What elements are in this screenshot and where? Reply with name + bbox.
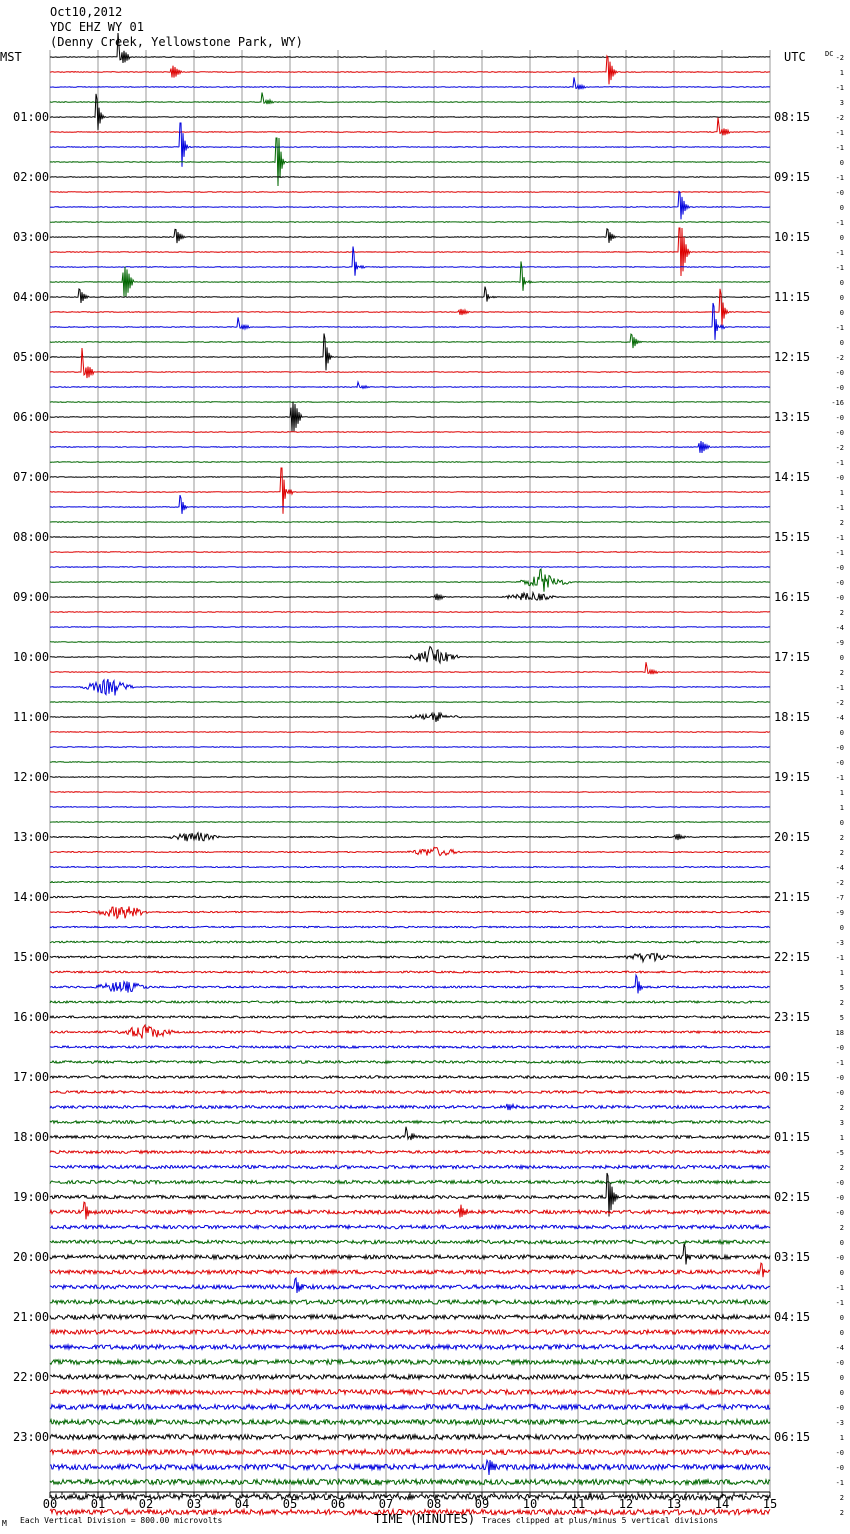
scale-note: Each Vertical Division = 800.00 microvolts [20, 1516, 223, 1525]
x-tick-label: 00 [42, 1497, 58, 1511]
mst-hour-label: 20:00 [13, 1250, 50, 1264]
dc-offset-value: 0 [839, 309, 844, 317]
mst-hour-label: 18:00 [13, 1130, 50, 1144]
mst-hour-label: 16:00 [13, 1010, 50, 1024]
utc-hour-label: 10:15 [774, 230, 811, 244]
dc-offset-value: -1 [835, 144, 844, 152]
dc-offset-value: -0 [835, 474, 844, 482]
dc-offset-value: 0 [839, 729, 844, 737]
dc-offset-value: 0 [839, 1239, 844, 1247]
dc-offset-value: -1 [835, 264, 844, 272]
mst-hour-label: 23:00 [13, 1430, 50, 1444]
dc-offset-value: 2 [839, 609, 844, 617]
dc-offset-value: 2 [839, 834, 844, 842]
utc-hour-label: 21:15 [774, 890, 811, 904]
mst-hour-label: 22:00 [13, 1370, 50, 1384]
dc-offset-value: -3 [835, 939, 844, 947]
dc-offset-value: -0 [835, 1044, 844, 1052]
dc-offset-value: 0 [839, 279, 844, 287]
dc-offset-value: -1 [835, 129, 844, 137]
dc-offset-value: -0 [835, 414, 844, 422]
mst-hour-label: 06:00 [13, 410, 50, 424]
x-tick-label: 08 [426, 1497, 442, 1511]
x-tick-label: 13 [666, 1497, 682, 1511]
right-timezone-label: UTC [784, 50, 806, 64]
dc-offset-value: -5 [835, 1149, 844, 1157]
dc-offset-value: -7 [835, 894, 844, 902]
mst-hour-label: 07:00 [13, 470, 50, 484]
utc-hour-label: 14:15 [774, 470, 811, 484]
dc-offset-value: 3 [839, 1119, 844, 1127]
mst-hour-label: 21:00 [13, 1310, 50, 1324]
dc-offset-value: 0 [839, 1374, 844, 1382]
dc-offset-value: 2 [839, 999, 844, 1007]
dc-offset-value: -0 [835, 429, 844, 437]
dc-offset-value: 3 [839, 99, 844, 107]
dc-offset-value: -0 [835, 1194, 844, 1202]
dc-offset-value: 2 [839, 1494, 844, 1502]
dc-offset-value: -1 [835, 954, 844, 962]
dc-offset-value: 1 [839, 1134, 844, 1142]
dc-offset-value: -2 [835, 879, 844, 887]
seismic-trace [50, 462, 770, 463]
mst-hour-label: 15:00 [13, 950, 50, 964]
dc-offset-value: -0 [835, 594, 844, 602]
dc-offset-value: 5 [839, 984, 844, 992]
dc-offset-value: -1 [835, 324, 844, 332]
dc-offset-value: -1 [835, 684, 844, 692]
x-tick-label: 03 [186, 1497, 202, 1511]
header-date: Oct10,2012 [50, 5, 123, 19]
x-tick-label: 12 [618, 1497, 634, 1511]
dc-offset-value: -1 [835, 534, 844, 542]
dc-offset-header: DC [825, 50, 834, 58]
dc-offset-value: -1 [835, 1059, 844, 1067]
utc-hour-label: 05:15 [774, 1370, 811, 1384]
seismic-trace [50, 402, 770, 403]
dc-offset-value: -9 [835, 909, 844, 917]
dc-offset-value: -1 [835, 549, 844, 557]
dc-offset-value: -1 [835, 249, 844, 257]
x-tick-label: 02 [138, 1497, 154, 1511]
utc-hour-label: 06:15 [774, 1430, 811, 1444]
utc-hour-label: 19:15 [774, 770, 811, 784]
dc-offset-value: 0 [839, 654, 844, 662]
mst-hour-label: 13:00 [13, 830, 50, 844]
seismic-trace [50, 702, 770, 703]
dc-offset-value: -0 [835, 1179, 844, 1187]
dc-offset-value: 0 [839, 159, 844, 167]
mst-hour-label: 04:00 [13, 290, 50, 304]
seismic-trace [50, 762, 770, 763]
utc-hour-label: 22:15 [774, 950, 811, 964]
dc-offset-value: -0 [835, 1089, 844, 1097]
seismic-trace [50, 192, 770, 193]
dc-offset-value: -1 [835, 84, 844, 92]
dc-offset-value: -2 [835, 354, 844, 362]
utc-hour-label: 00:15 [774, 1070, 811, 1084]
dc-offset-value: -1 [835, 504, 844, 512]
utc-hour-label: 20:15 [774, 830, 811, 844]
dc-offset-value: -9 [835, 639, 844, 647]
dc-offset-value: -1 [835, 1479, 844, 1487]
mst-hour-label: 08:00 [13, 530, 50, 544]
dc-offset-value: 0 [839, 819, 844, 827]
dc-offset-value: -0 [835, 1074, 844, 1082]
seismic-trace [50, 627, 770, 628]
dc-offset-value: 2 [839, 1509, 844, 1517]
seismic-trace [50, 177, 770, 178]
x-tick-label: 07 [378, 1497, 394, 1511]
dc-offset-value: 0 [839, 294, 844, 302]
utc-hour-label: 11:15 [774, 290, 811, 304]
mst-hour-label: 17:00 [13, 1070, 50, 1084]
x-axis-title: TIME (MINUTES) [374, 1512, 476, 1526]
mst-hour-label: 09:00 [13, 590, 50, 604]
utc-hour-label: 15:15 [774, 530, 811, 544]
seismic-trace [50, 522, 770, 523]
dc-offset-value: 1 [839, 1434, 844, 1442]
dc-offset-value: -0 [835, 189, 844, 197]
utc-hour-label: 03:15 [774, 1250, 811, 1264]
dc-offset-value: 1 [839, 489, 844, 497]
dc-offset-value: 2 [839, 1164, 844, 1172]
x-tick-label: 06 [330, 1497, 346, 1511]
utc-hour-label: 08:15 [774, 110, 811, 124]
header-station: YDC EHZ WY 01 [50, 20, 144, 34]
dc-offset-value: -2 [835, 54, 844, 62]
corner-mark: M [2, 1519, 7, 1528]
seismic-trace [50, 642, 770, 643]
dc-offset-value: -1 [835, 174, 844, 182]
dc-offset-value: -2 [835, 699, 844, 707]
dc-offset-value: -4 [835, 624, 844, 632]
dc-offset-value: 1 [839, 789, 844, 797]
dc-offset-value: 2 [839, 669, 844, 677]
x-tick-label: 15 [762, 1497, 778, 1511]
x-tick-label: 04 [234, 1497, 250, 1511]
x-tick-label: 10 [522, 1497, 538, 1511]
header-location: (Denny Creek, Yellowstone Park, WY) [50, 35, 303, 49]
utc-hour-label: 23:15 [774, 1010, 811, 1024]
mst-hour-label: 12:00 [13, 770, 50, 784]
dc-offset-value: 18 [835, 1029, 844, 1037]
dc-offset-value: -0 [835, 1464, 844, 1472]
dc-offset-value: -0 [835, 564, 844, 572]
dc-offset-value: -0 [835, 1359, 844, 1367]
x-tick-label: 01 [90, 1497, 106, 1511]
dc-offset-value: 1 [839, 804, 844, 812]
dc-offset-value: -2 [835, 444, 844, 452]
dc-offset-value: -0 [835, 369, 844, 377]
dc-offset-value: -4 [835, 1344, 844, 1352]
dc-offset-value: -0 [835, 1254, 844, 1262]
dc-offset-value: -1 [835, 459, 844, 467]
utc-hour-label: 04:15 [774, 1310, 811, 1324]
dc-offset-value: 0 [839, 1329, 844, 1337]
dc-offset-value: -4 [835, 864, 844, 872]
x-tick-label: 09 [474, 1497, 490, 1511]
mst-hour-label: 14:00 [13, 890, 50, 904]
dc-offset-value: -16 [831, 399, 844, 407]
dc-offset-value: -2 [835, 114, 844, 122]
utc-hour-label: 17:15 [774, 650, 811, 664]
dc-offset-value: -0 [835, 1404, 844, 1412]
x-tick-label: 05 [282, 1497, 298, 1511]
dc-offset-value: 0 [839, 339, 844, 347]
utc-hour-label: 16:15 [774, 590, 811, 604]
dc-offset-value: 2 [839, 519, 844, 527]
clip-note: Traces clipped at plus/minus 5 vertical divisions [482, 1516, 719, 1525]
mst-hour-label: 19:00 [13, 1190, 50, 1204]
dc-offset-value: 0 [839, 1389, 844, 1397]
utc-hour-label: 13:15 [774, 410, 811, 424]
dc-offset-value: -1 [835, 1284, 844, 1292]
mst-hour-label: 03:00 [13, 230, 50, 244]
dc-offset-value: -1 [835, 774, 844, 782]
dc-offset-value: -0 [835, 1449, 844, 1457]
dc-offset-value: 0 [839, 204, 844, 212]
utc-hour-label: 02:15 [774, 1190, 811, 1204]
mst-hour-label: 02:00 [13, 170, 50, 184]
dc-offset-value: -0 [835, 579, 844, 587]
mst-hour-label: 10:00 [13, 650, 50, 664]
dc-offset-value: -1 [835, 1299, 844, 1307]
dc-offset-value: 0 [839, 1314, 844, 1322]
dc-offset-value: 1 [839, 969, 844, 977]
utc-hour-label: 12:15 [774, 350, 811, 364]
dc-offset-value: 1 [839, 69, 844, 77]
seismic-trace [50, 567, 770, 568]
dc-offset-value: -3 [835, 1419, 844, 1427]
seismic-trace [50, 792, 770, 793]
left-timezone-label: MST [0, 50, 22, 64]
dc-offset-value: -1 [835, 219, 844, 227]
mst-hour-label: 11:00 [13, 710, 50, 724]
utc-hour-label: 01:15 [774, 1130, 811, 1144]
x-tick-label: 11 [570, 1497, 586, 1511]
dc-offset-value: -0 [835, 384, 844, 392]
dc-offset-value: 2 [839, 849, 844, 857]
dc-offset-value: 0 [839, 234, 844, 242]
dc-offset-value: -4 [835, 714, 844, 722]
utc-hour-label: 09:15 [774, 170, 811, 184]
x-tick-label: 14 [714, 1497, 730, 1511]
dc-offset-value: -0 [835, 759, 844, 767]
dc-offset-value: -0 [835, 744, 844, 752]
dc-offset-value: 2 [839, 1104, 844, 1112]
mst-hour-label: 05:00 [13, 350, 50, 364]
dc-offset-value: 0 [839, 1269, 844, 1277]
mst-hour-label: 01:00 [13, 110, 50, 124]
dc-offset-value: 2 [839, 1224, 844, 1232]
dc-offset-value: -0 [835, 1209, 844, 1217]
seismic-trace [50, 822, 770, 823]
utc-hour-label: 18:15 [774, 710, 811, 724]
dc-offset-value: 0 [839, 924, 844, 932]
dc-offset-value: 5 [839, 1014, 844, 1022]
